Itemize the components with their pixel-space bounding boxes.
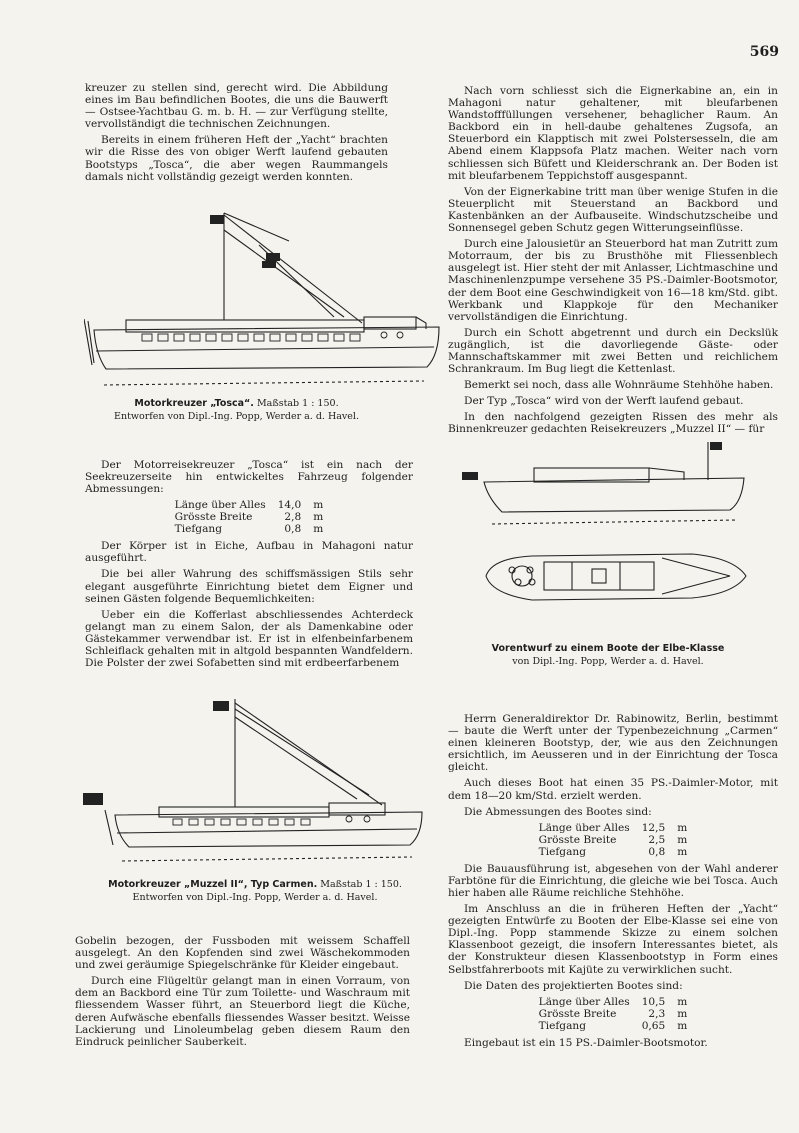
dim-label: Länge über Alles	[538, 821, 630, 834]
dim-label: Länge über Alles	[174, 499, 266, 512]
table-row	[169, 523, 330, 535]
caption-scale: Maßstab 1 : 150.	[256, 398, 339, 409]
right-column-top	[448, 85, 778, 440]
paragraph: Bemerkt sei noch, dass alle Wohnräume Stehhöhe haben.	[464, 379, 774, 392]
table-row	[533, 996, 694, 1008]
tosca-drawing	[84, 205, 444, 390]
table-row	[533, 1020, 694, 1032]
dim-value: 2,5	[648, 833, 666, 846]
paragraph: Durch eine Flügeltür gelangt man in einen Vorraum, von dem an Backbord eine Tür zum Toilette- und Waschraum mit fliessendem Wasser führt, an Steuerbord liegt die Küche, deren Aufwäsche ebenfalls fliessendes Wasser besitzt. Weisse Lackierung und Linoleumbelag geben diesem Raum den Eindruck peinlicher Sauberkeit.	[75, 975, 410, 1048]
table-row	[169, 499, 330, 511]
caption-designer: von Dipl.-Ing. Popp, Werder a. d. Havel.	[512, 656, 704, 667]
paragraph: Auch dieses Boot hat einen 35 PS.-Daimler-Motor, mit dem 18—20 km/Std. erzielt werden.	[448, 777, 778, 802]
caption-title: Vorentwurf zu einem Boote der Elbe-Klasse	[491, 643, 725, 654]
dim-unit: m	[677, 995, 688, 1008]
table-row	[533, 822, 694, 834]
elbe-class-drawing	[452, 432, 752, 632]
dim-unit: m	[313, 499, 324, 512]
dim-value: 2,8	[284, 511, 302, 524]
dim-label: Tiefgang	[538, 845, 587, 858]
muzzel-drawing	[77, 695, 432, 865]
caption-designer: Entworfen von Dipl.-Ing. Popp, Werder a. d. Havel.	[114, 411, 359, 422]
dimensions-table-tosca	[169, 499, 330, 535]
dim-value: 0,8	[648, 845, 666, 858]
page-number: 569	[749, 44, 779, 60]
table-row	[533, 1008, 694, 1020]
dim-value: 2,3	[648, 1007, 666, 1020]
paragraph: Nach vorn schliesst sich die Eignerkabine an, ein in Mahagoni natur gehaltener, mit bleufarbenen Wandstofffüllungen versehener, behaglicher Raum. An Backbord ein in hell-daube gehaltenes Zugsofa, an Steuerbord ein Klapptisch mit zwei Polstersesseln, die am Abend einem Klappsofa Platz machen. Weiter nach vorn schliessen sich Büfett und Kleiderschrank an. Der Boden ist mit bleufarbenem Teppichstoff ausgespannt.	[448, 85, 778, 182]
dim-label: Grösste Breite	[538, 833, 617, 846]
dim-unit: m	[313, 523, 324, 536]
paragraph: Durch ein Schott abgetrennt und durch ein Deckslük zugänglich, ist die davorliegende Gäste- oder Mannschaftskammer mit zwei Betten und reichlichem Schrankraum. Im Bug liegt die Kettenlast.	[448, 326, 778, 376]
paragraph: Der Körper ist in Eiche, Aufbau in Mahagoni natur ausgeführt.	[85, 540, 413, 565]
caption-designer: Entworfen von Dipl.-Ing. Popp, Werder a. d. Havel.	[132, 892, 378, 903]
paragraph: Im Anschluss an die in früheren Heften der „Yacht“ gezeigten Entwürfe zu Booten der Elbe-Klasse sei eine von Dipl.-Ing. Popp stammende Skizze zu einem solchen Klassenboot gezeigt, die insofern Interessantes bietet, als der Konstrukteur diesen Klassenbootstyp in Form eines Selbstfahrerboots mit Kajüte zu verwirklichen sucht.	[448, 903, 778, 976]
dim-unit: m	[677, 845, 688, 858]
dim-value: 0,65	[641, 1019, 666, 1032]
dim-label: Tiefgang	[538, 1019, 587, 1032]
paragraph: Die Bauausführung ist, abgesehen von der Wahl anderer Farbtöne für die Einrichtung, die gleiche wie bei Tosca. Auch hier haben alle Räume reichliche Stehhöhe.	[448, 862, 778, 899]
caption-title: Motorkreuzer „Muzzel II“, Typ Carmen.	[108, 879, 318, 890]
dim-value: 10,5	[641, 995, 666, 1008]
paragraph: Durch eine Jalousietür an Steuerbord hat man Zutritt zum Motorraum, der bis zu Brusthöhe mit Fliessenblech ausgelegt ist. Hier steht der mit Anlasser, Lichtmaschine und Maschinenlenzpumpe versehene 35 PS.-Daimler-Bootsmotor, der dem Boot eine Geschwindigkeit von 16—18 km/Std. gibt. Werkbank und Klappkoje für den Mechaniker vervollständigen die Einrichtung.	[448, 238, 779, 323]
paragraph: Herrn Generaldirektor Dr. Rabinowitz, Berlin, bestimmt — baute die Werft unter der Typenbezeichnung „Carmen“ einen kleineren Bootstyp, der, wie aus den Zeichnungen ersichtlich, im Aeusseren und in der Einrichtung der Tosca gleicht.	[448, 713, 778, 774]
paragraph: Der Typ „Tosca“ wird von der Werft laufend gebaut.	[464, 395, 744, 408]
paragraph: Die Daten des projektierten Bootes sind:	[464, 979, 683, 992]
paragraph: Gobelin bezogen, der Fussboden mit weissem Schaffell ausgelegt. An den Kopfenden sind zwei Wäschekommoden und zwei geräumige Spiegelschränke für Kleider eingebaut.	[75, 935, 410, 972]
table-row	[533, 846, 694, 858]
paragraph: Eingebaut ist ein 15 PS.-Daimler-Bootsmotor.	[464, 1036, 708, 1049]
left-column-top	[85, 82, 388, 187]
dim-value: 14,0	[277, 499, 302, 512]
left-column-middle	[85, 459, 413, 673]
table-row	[533, 834, 694, 846]
dim-value: 0,8	[284, 523, 302, 536]
right-column-bottom	[448, 713, 778, 1053]
dim-label: Tiefgang	[174, 523, 223, 536]
caption-title: Motorkreuzer „Tosca“.	[134, 398, 254, 409]
dim-label: Grösste Breite	[538, 1007, 617, 1020]
figure-caption-muzzel	[85, 878, 425, 904]
paragraph: kreuzer zu stellen sind, gerecht wird. Die Abbildung eines im Bau befindlichen Bootes, die uns die Bauwerft — Ostsee-Yachtbau G. m. b. H. — zur Verfügung stellte, vervollständigt die technischen Zeichnungen.	[85, 82, 388, 131]
dim-unit: m	[677, 821, 688, 834]
figure-caption-tosca	[85, 397, 388, 423]
dim-unit: m	[677, 1007, 688, 1020]
dimensions-table-elbe	[533, 996, 694, 1032]
paragraph: In den nachfolgend gezeigten Rissen des mehr als Binnenkreuzer gedachten Reisekreuzers „Muzzel II“ — für	[448, 411, 778, 436]
dim-value: 12,5	[641, 821, 666, 834]
paragraph: Der Motorreisekreuzer „Tosca“ ist ein nach der Seekreuzerseite hin entwickeltes Fahrzeug folgender Abmessungen:	[85, 459, 413, 496]
dimensions-table-carmen	[533, 822, 694, 858]
dim-unit: m	[677, 833, 688, 846]
dim-unit: m	[313, 511, 324, 524]
paragraph: Die Abmessungen des Bootes sind:	[464, 805, 652, 818]
dim-unit: m	[677, 1019, 688, 1032]
paragraph: Bereits in einem früheren Heft der „Yacht“ brachten wir die Risse des von obiger Werft laufend gebauten Bootstyps „Tosca“, die aber wegen Raummangels damals nicht vollständig gezeigt werden konnten.	[85, 134, 388, 183]
table-row	[169, 511, 330, 523]
paragraph: Von der Eignerkabine tritt man über wenige Stufen in die Steuerplicht mit Steuerstand an Backbord und Kastenbänken an der Aufbauseite. Windschutzscheibe und Sonnensegel geben Schutz gegen Witterungseinflüsse.	[448, 185, 778, 235]
figure-caption-elbe	[448, 642, 768, 668]
paragraph: Die bei aller Wahrung des schiffsmässigen Stils sehr elegant ausgeführte Einrichtung bietet dem Eigner und seinen Gästen folgende Bequemlichkeiten:	[85, 568, 413, 605]
dim-label: Grösste Breite	[174, 511, 253, 524]
dim-label: Länge über Alles	[538, 995, 630, 1008]
caption-scale: Maßstab 1 : 150.	[320, 879, 402, 890]
left-column-bottom	[75, 935, 410, 1052]
paragraph: Ueber ein die Kofferlast abschliessendes Achterdeck gelangt man zu einem Salon, der als Damenkabine oder Gästekammer verwendbar ist. Er ist in elfenbeinfarbenem Schleiflack gehalten mit in altgold bespannten Wandfeldern. Die Polster der zwei Sofabetten sind mit erdbeerfarbenem	[85, 608, 413, 670]
